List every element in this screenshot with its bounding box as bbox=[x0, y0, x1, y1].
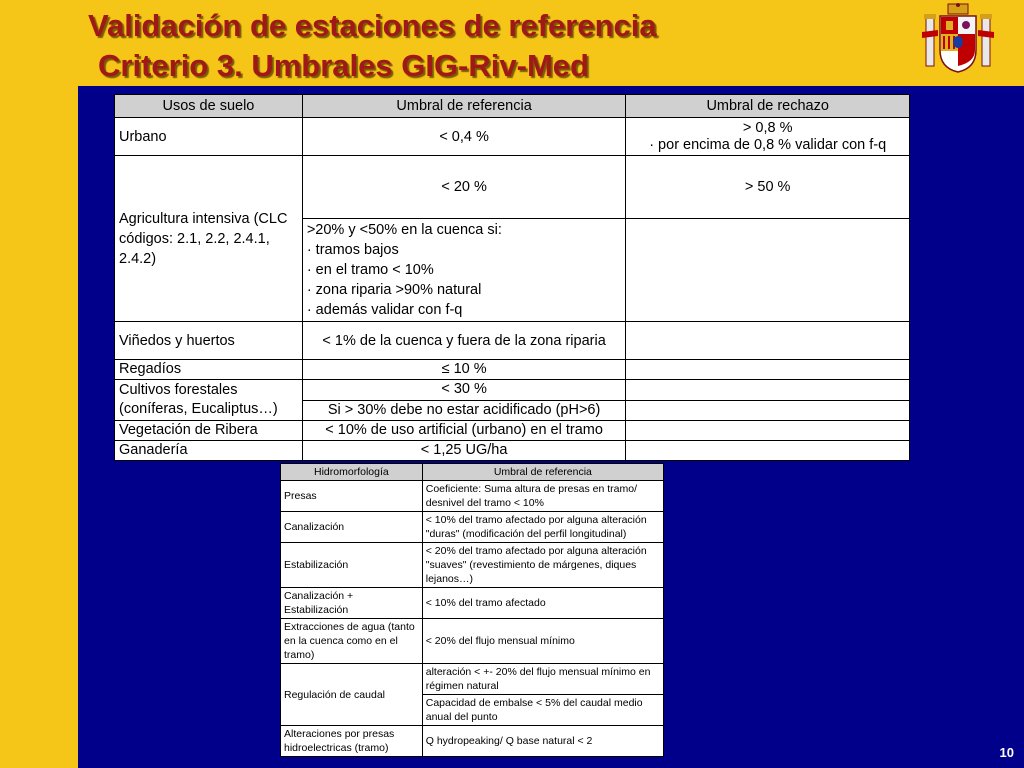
cell-empty bbox=[626, 219, 910, 322]
rechazo-line: · por encima de 0,8 % validar con f-q bbox=[649, 136, 887, 153]
table-row bbox=[281, 726, 664, 757]
cell-referencia: < 30 % bbox=[302, 380, 626, 401]
cell-uso: Ganadería bbox=[115, 441, 303, 461]
cell-rechazo bbox=[626, 118, 910, 156]
cell-nombre: Canalización bbox=[281, 512, 423, 543]
cell-referencia: < 10% de uso artificial (urbano) en el tramo bbox=[302, 421, 626, 441]
table-row bbox=[115, 322, 910, 360]
cell-referencia: < 20 % bbox=[302, 156, 626, 219]
cell-umbral: Q hydropeaking/ Q base natural < 2 bbox=[422, 726, 663, 757]
cell-nombre: Canalización + Estabilización bbox=[281, 588, 423, 619]
slide-number: 10 bbox=[999, 745, 1014, 760]
table-row bbox=[281, 664, 664, 695]
cell-uso: Viñedos y huertos bbox=[115, 322, 303, 360]
hydromorphology-table bbox=[280, 463, 664, 757]
table-row bbox=[115, 441, 910, 461]
cell-empty bbox=[626, 441, 910, 461]
rechazo-line: > 0,8 % bbox=[742, 119, 793, 136]
cell-uso: Agricultura intensiva (CLC códigos: 2.1, 2.2, 2.4.1, 2.4.2) bbox=[115, 156, 303, 322]
cell-nombre: Estabilización bbox=[281, 543, 423, 588]
cell-empty bbox=[626, 360, 910, 380]
table-row bbox=[115, 156, 910, 219]
cell-uso: Regadíos bbox=[115, 360, 303, 380]
table-row bbox=[281, 619, 664, 664]
cell-uso: Cultivos forestales (coníferas, Eucaliptus…) bbox=[115, 380, 303, 421]
cell-uso: Vegetación de Ribera bbox=[115, 421, 303, 441]
cell-umbral: < 10% del tramo afectado bbox=[422, 588, 663, 619]
table-row bbox=[281, 481, 664, 512]
land-use-table bbox=[114, 94, 910, 461]
header-hidromorfologia: Hidromorfología bbox=[281, 464, 423, 481]
condition-line: >20% y <50% en la cuenca si: bbox=[306, 222, 502, 238]
table-row bbox=[115, 421, 910, 441]
cell-referencia: ≤ 10 % bbox=[302, 360, 626, 380]
cell-nombre: Regulación de caudal bbox=[281, 664, 423, 726]
slide-title-line2: Criterio 3. Umbrales GIG-Riv-Med bbox=[98, 48, 589, 83]
cell-empty bbox=[626, 322, 910, 360]
cell-referencia-condiciones bbox=[302, 219, 626, 322]
cell-uso: Urbano bbox=[115, 118, 303, 156]
condition-line: · tramos bajos bbox=[306, 242, 399, 258]
cell-umbral: < 20% del tramo afectado por alguna alteración "suaves" (revestimiento de márgenes, diques lejanos…) bbox=[422, 543, 663, 588]
slide-title bbox=[88, 6, 657, 86]
table-row bbox=[115, 360, 910, 380]
slide-title-line1: Validación de estaciones de referencia bbox=[88, 8, 657, 43]
table-row bbox=[281, 543, 664, 588]
spanish-coat-of-arms-icon bbox=[920, 2, 996, 76]
cell-empty bbox=[626, 400, 910, 421]
condition-line: · zona riparia >90% natural bbox=[306, 282, 482, 298]
table-row bbox=[115, 118, 910, 156]
condition-line: · en el tramo < 10% bbox=[306, 262, 434, 278]
table-row bbox=[115, 380, 910, 401]
cell-umbral: alteración < +- 20% del flujo mensual mínimo en régimen natural bbox=[422, 664, 663, 695]
table-row bbox=[281, 588, 664, 619]
table-row bbox=[281, 512, 664, 543]
cell-referencia: < 1% de la cuenca y fuera de la zona riparia bbox=[302, 322, 626, 360]
header-usos-de-suelo: Usos de suelo bbox=[115, 95, 303, 118]
cell-empty bbox=[626, 380, 910, 401]
condition-line: · además validar con f-q bbox=[306, 302, 463, 318]
cell-umbral: Coeficiente: Suma altura de presas en tramo/ desnivel del tramo < 10% bbox=[422, 481, 663, 512]
cell-referencia: < 1,25 UG/ha bbox=[302, 441, 626, 461]
cell-nombre: Presas bbox=[281, 481, 423, 512]
cell-umbral: < 20% del flujo mensual mínimo bbox=[422, 619, 663, 664]
cell-nombre: Extracciones de agua (tanto en la cuenca como en el tramo) bbox=[281, 619, 423, 664]
header-umbral-referencia: Umbral de referencia bbox=[422, 464, 663, 481]
cell-rechazo: > 50 % bbox=[626, 156, 910, 219]
cell-umbral: < 10% del tramo afectado por alguna alteración "duras" (modificación del perfil longitudinal) bbox=[422, 512, 663, 543]
table-header-row bbox=[115, 95, 910, 118]
table-header-row bbox=[281, 464, 664, 481]
cell-nombre: Alteraciones por presas hidroelectricas (tramo) bbox=[281, 726, 423, 757]
cell-empty bbox=[626, 421, 910, 441]
cell-referencia: Si > 30% debe no estar acidificado (pH>6) bbox=[302, 400, 626, 421]
cell-umbral: Capacidad de embalse < 5% del caudal medio anual del punto bbox=[422, 695, 663, 726]
cell-referencia: < 0,4 % bbox=[302, 118, 626, 156]
header-umbral-rechazo: Umbral de rechazo bbox=[626, 95, 910, 118]
header-umbral-referencia: Umbral de referencia bbox=[302, 95, 626, 118]
